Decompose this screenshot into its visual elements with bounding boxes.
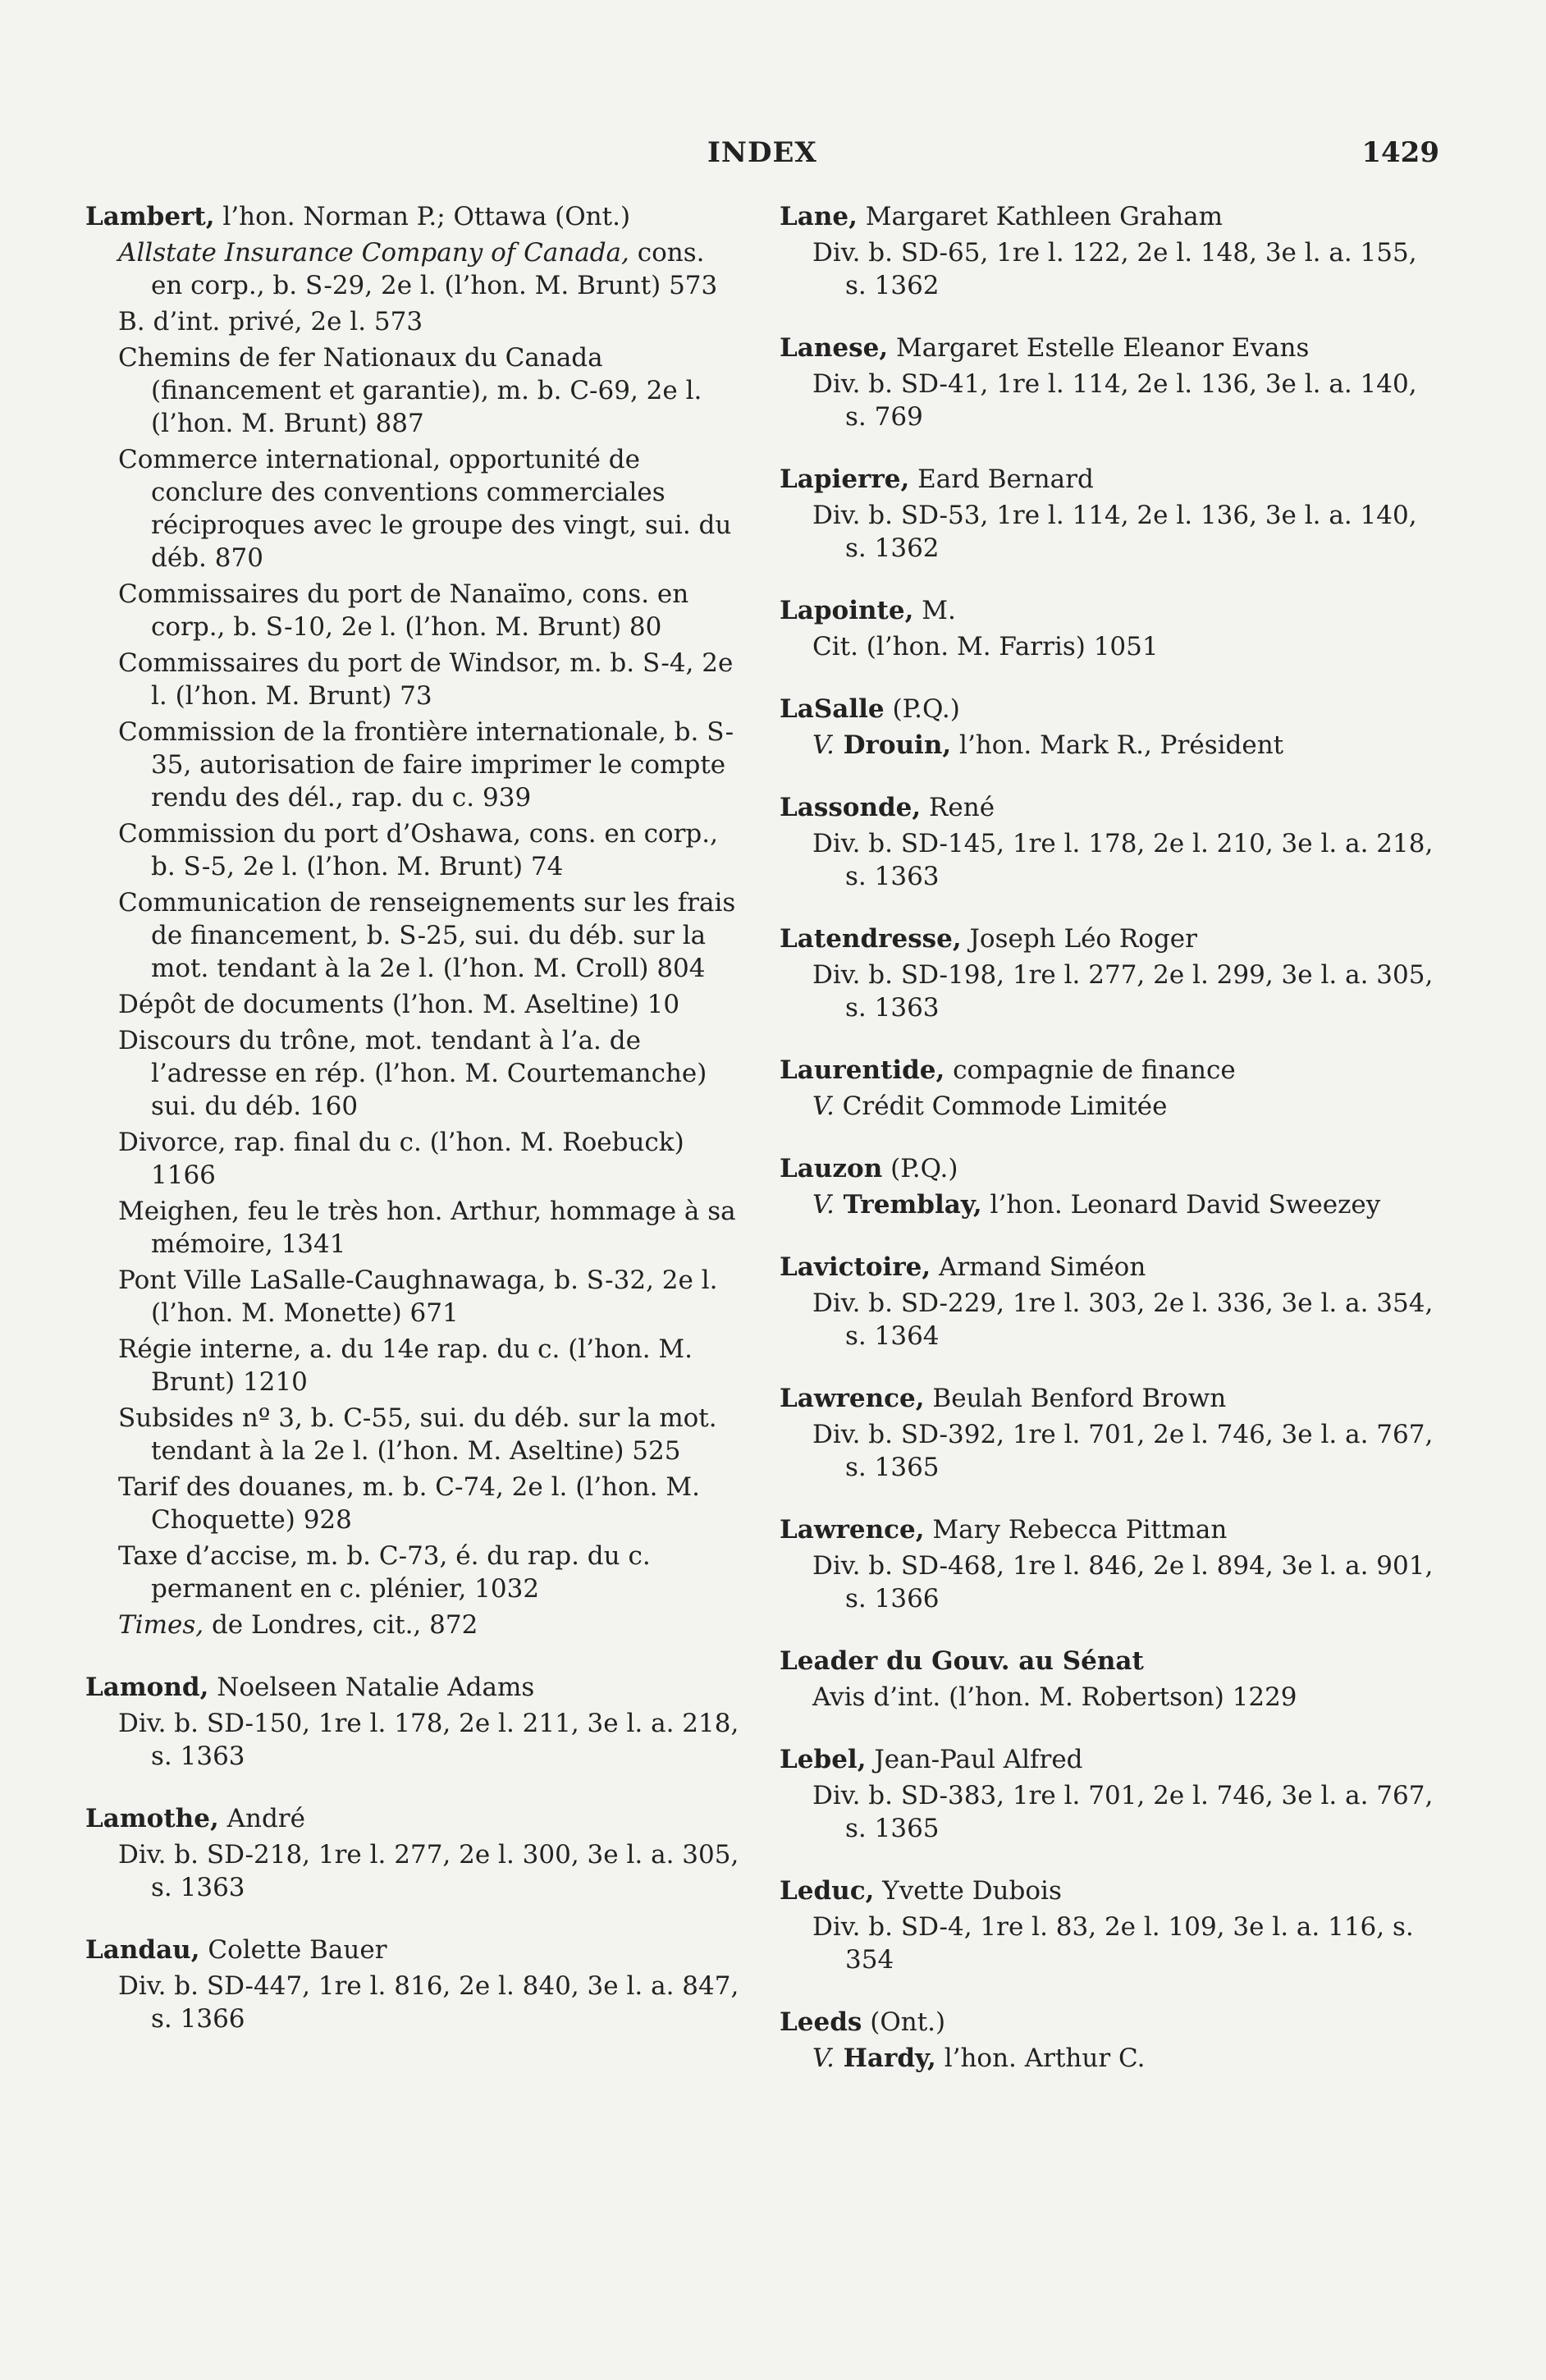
entry-heading-rest: Beulah Benford Brown — [924, 1384, 1227, 1413]
entry-subitem — [85, 647, 742, 712]
subitem-text: Communication de renseignements sur les frais de financement, b. S-25, sui. du déb. sur la mot. tendant à la 2e l. (l’hon. M. Croll) 804 — [118, 888, 736, 983]
subitem-text: Div. b. SD-447, 1re l. 816, 2e l. 840, 3e l. a. 847, s. 1366 — [118, 1971, 739, 2034]
entry-subitem — [85, 1838, 742, 1904]
entry-heading — [780, 693, 1436, 725]
index-entry — [780, 1645, 1436, 1714]
index-entry — [780, 2006, 1436, 2075]
entry-heading-rest: Mary Rebecca Pittman — [924, 1515, 1228, 1545]
subitem-text: Tarif des douanes, m. b. C-74, 2e l. (l’hon. M. Choquette) 928 — [118, 1472, 700, 1535]
entry-heading-rest: Joseph Léo Roger — [961, 924, 1197, 954]
index-entry — [780, 594, 1436, 663]
entry-subitem — [780, 827, 1436, 893]
entry-subitem — [85, 716, 742, 814]
entry-subitem — [780, 630, 1436, 663]
index-entry — [85, 1934, 742, 2035]
subitem-text: Meighen, feu le très hon. Arthur, hommage à sa mémoire, 1341 — [118, 1197, 736, 1259]
entry-name: Lapointe, — [780, 596, 914, 625]
entry-heading-rest: René — [921, 793, 995, 822]
subitem-text: cons. en corp., b. S-29, 2e l. (l’hon. M. Brunt) 573 — [151, 238, 718, 300]
entry-subitem — [85, 988, 742, 1021]
subitem-text: Commissaires du port de Windsor, m. b. S-4, 2e l. (l’hon. M. Brunt) 73 — [118, 648, 734, 711]
entry-heading-rest: Armand Siméon — [931, 1252, 1146, 1282]
index-entry — [780, 1251, 1436, 1352]
index-column-left — [85, 200, 742, 2065]
entry-name: LaSalle — [780, 694, 885, 724]
entry-name: Lawrence, — [780, 1384, 925, 1413]
subitem-text: Commissaires du port de Nanaïmo, cons. en corp., b. S-10, 2e l. (l’hon. M. Brunt) 80 — [118, 579, 689, 642]
subitem-text: Div. b. SD-218, 1re l. 277, 2e l. 300, 3e l. a. 305, s. 1363 — [118, 1840, 739, 1902]
subitem-text: l’hon. Leonard David Sweezey — [981, 1190, 1381, 1220]
entry-subitem — [780, 368, 1436, 433]
entry-heading — [780, 1743, 1436, 1776]
index-column-right — [780, 200, 1436, 2104]
entry-heading — [780, 594, 1436, 627]
italic-title: Times, — [118, 1610, 204, 1640]
entry-heading — [85, 200, 742, 233]
entry-heading-rest: M. — [913, 596, 956, 625]
entry-subitem — [780, 1911, 1436, 1976]
subitem-text: Div. b. SD-150, 1re l. 178, 2e l. 211, 3e l. a. 218, s. 1363 — [118, 1709, 739, 1771]
reference-name: Drouin, — [834, 730, 952, 760]
entry-name: Laurentide, — [780, 1055, 945, 1085]
entry-heading-rest: André — [218, 1804, 305, 1833]
entry-name: Lane, — [780, 202, 858, 231]
entry-name: Lassonde, — [780, 793, 922, 822]
entry-name: Lawrence, — [780, 1515, 925, 1545]
italic-title: Allstate Insurance Company of Canada, — [118, 238, 629, 268]
index-entry — [780, 693, 1436, 762]
entry-name: Landau, — [85, 1935, 200, 1965]
subitem-text: Commission du port d’Oshawa, cons. en corp., b. S-5, 2e l. (l’hon. M. Brunt) 74 — [118, 819, 718, 881]
subitem-text: Commerce international, opportunité de conclure des conventions commerciales réciproques avec le groupe des vingt, sui. du déb. 870 — [118, 445, 732, 573]
entry-heading-rest: (Ont.) — [862, 2007, 946, 2037]
index-entry — [85, 200, 742, 1641]
entry-heading-rest: l’hon. Norman P.; Ottawa (Ont.) — [214, 202, 631, 231]
index-entry — [780, 1874, 1436, 1976]
index-entry — [780, 922, 1436, 1024]
index-entry — [780, 332, 1436, 433]
entry-heading-rest: Eard Bernard — [909, 465, 1094, 494]
entry-subitem — [85, 236, 742, 302]
entry-heading — [85, 1934, 742, 1966]
subitem-text: Régie interne, a. du 14e rap. du c. (l’hon. M. Brunt) 1210 — [118, 1334, 693, 1397]
entry-name: Lebel, — [780, 1745, 867, 1774]
index-entry — [780, 1054, 1436, 1123]
entry-subitem — [85, 1970, 742, 2035]
entry-subitem — [85, 1264, 742, 1330]
see-reference: V. — [812, 2044, 835, 2073]
subitem-text: Div. b. SD-468, 1re l. 846, 2e l. 894, 3e l. a. 901, s. 1366 — [812, 1551, 1434, 1613]
subitem-text: Div. b. SD-198, 1re l. 277, 2e l. 299, 3e l. a. 305, s. 1363 — [812, 960, 1434, 1023]
subitem-text: Div. b. SD-145, 1re l. 178, 2e l. 210, 3e l. a. 218, s. 1363 — [812, 829, 1434, 891]
entry-heading — [85, 1671, 742, 1704]
index-entry — [780, 1743, 1436, 1845]
entry-heading-rest: Colette Bauer — [199, 1935, 387, 1965]
entry-subitem — [85, 1609, 742, 1641]
index-entry — [780, 1513, 1436, 1615]
entry-subitem — [780, 1681, 1436, 1714]
entry-name: Leader du Gouv. au Sénat — [780, 1646, 1144, 1676]
see-reference: V. — [812, 730, 835, 760]
entry-subitem — [780, 1188, 1436, 1221]
entry-heading — [780, 1054, 1436, 1087]
page-header — [0, 136, 1546, 177]
subitem-text: Avis d’int. (l’hon. M. Robertson) 1229 — [812, 1682, 1297, 1712]
entry-heading — [780, 2006, 1436, 2039]
entry-heading-rest: Margaret Kathleen Graham — [857, 202, 1224, 231]
index-entry — [780, 200, 1436, 302]
entry-subitem — [85, 1126, 742, 1192]
entry-subitem — [85, 341, 742, 440]
entry-subitem — [85, 1402, 742, 1467]
entry-heading — [780, 200, 1436, 233]
subitem-text: de Londres, cit., 872 — [204, 1610, 478, 1640]
entry-name: Lapierre, — [780, 465, 910, 494]
index-entry — [780, 1382, 1436, 1484]
entry-name: Lauzon — [780, 1154, 883, 1183]
entry-heading-rest: Yvette Dubois — [874, 1876, 1062, 1906]
subitem-text: Cit. (l’hon. M. Farris) 1051 — [812, 632, 1159, 661]
entry-heading-rest: (P.Q.) — [884, 694, 960, 724]
index-entry — [85, 1671, 742, 1773]
entry-subitem — [85, 305, 742, 338]
page-number: 1429 — [1361, 136, 1439, 169]
entry-subitem — [85, 886, 742, 985]
subitem-text: l’hon. Arthur C. — [935, 2044, 1146, 2073]
subitem-text: B. d’int. privé, 2e l. 573 — [118, 307, 423, 336]
subitem-text: Discours du trône, mot. tendant à l’a. de l’adresse en rép. (l’hon. M. Courtemanche) sui. du déb. 160 — [118, 1026, 707, 1121]
see-reference: V. — [812, 1092, 835, 1121]
subitem-text: l’hon. Mark R., Président — [951, 730, 1284, 760]
entry-name: Lavictoire, — [780, 1252, 931, 1282]
subitem-text: Div. b. SD-383, 1re l. 701, 2e l. 746, 3e l. a. 767, s. 1365 — [812, 1781, 1434, 1843]
entry-subitem — [85, 1707, 742, 1773]
entry-name: Leeds — [780, 2007, 862, 2037]
entry-name: Lamothe, — [85, 1804, 219, 1833]
subitem-text: Div. b. SD-53, 1re l. 114, 2e l. 136, 3e l. a. 140, s. 1362 — [812, 501, 1417, 563]
entry-heading — [780, 1645, 1436, 1677]
subitem-text: Crédit Commode Limitée — [834, 1092, 1168, 1121]
subitem-text: Subsides nº 3, b. C-55, sui. du déb. sur la mot. tendant à la 2e l. (l’hon. M. Aseltine) 525 — [118, 1403, 717, 1466]
entry-subitem — [780, 1418, 1436, 1484]
subitem-text: Div. b. SD-392, 1re l. 701, 2e l. 746, 3e l. a. 767, s. 1365 — [812, 1420, 1434, 1482]
entry-heading — [85, 1802, 742, 1835]
entry-subitem — [85, 1333, 742, 1398]
subitem-text: Divorce, rap. final du c. (l’hon. M. Roebuck) 1166 — [118, 1128, 684, 1190]
entry-subitem — [85, 578, 742, 643]
entry-name: Lamond, — [85, 1673, 209, 1702]
entry-name: Leduc, — [780, 1876, 875, 1906]
entry-heading — [780, 1251, 1436, 1284]
index-entry — [780, 1152, 1436, 1221]
entry-subitem — [780, 1549, 1436, 1615]
entry-subitem — [780, 1090, 1436, 1123]
entry-heading — [780, 922, 1436, 955]
subitem-text: Commission de la frontière internationale, b. S-35, autorisation de faire imprimer le compte rendu des dél., rap. du c. 939 — [118, 717, 734, 812]
subitem-text: Dépôt de documents (l’hon. M. Aseltine) 10 — [118, 990, 680, 1019]
index-entry — [780, 463, 1436, 565]
entry-subitem — [85, 1024, 742, 1123]
entry-subitem — [780, 959, 1436, 1024]
subitem-text: Pont Ville LaSalle-Caughnawaga, b. S-32, 2e l. (l’hon. M. Monette) 671 — [118, 1266, 718, 1328]
entry-name: Lambert, — [85, 202, 215, 231]
entry-heading-rest: compagnie de finance — [945, 1055, 1236, 1085]
entry-heading — [780, 332, 1436, 364]
entry-heading — [780, 463, 1436, 496]
subitem-text: Div. b. SD-65, 1re l. 122, 2e l. 148, 3e l. a. 155, s. 1362 — [812, 238, 1417, 300]
entry-subitem — [780, 236, 1436, 302]
entry-heading — [780, 1382, 1436, 1415]
entry-subitem — [85, 1540, 742, 1605]
subitem-text: Div. b. SD-229, 1re l. 303, 2e l. 336, 3e l. a. 354, s. 1364 — [812, 1288, 1434, 1351]
entry-heading-rest: Jean-Paul Alfred — [866, 1745, 1083, 1774]
entry-subitem — [780, 1287, 1436, 1352]
subitem-text: Div. b. SD-4, 1re l. 83, 2e l. 109, 3e l. a. 116, s. 354 — [812, 1912, 1414, 1975]
entry-subitem — [85, 1195, 742, 1261]
entry-heading-rest: Margaret Estelle Eleanor Evans — [888, 333, 1310, 363]
see-reference: V. — [812, 1190, 835, 1220]
subitem-text: Chemins de fer Nationaux du Canada (financement et garantie), m. b. C-69, 2e l. (l’hon. M. Brunt) 887 — [118, 343, 702, 438]
page-title: INDEX — [707, 136, 817, 169]
entry-heading — [780, 791, 1436, 824]
index-entry — [85, 1802, 742, 1904]
index-entry — [780, 791, 1436, 893]
entry-heading — [780, 1874, 1436, 1907]
entry-name: Lanese, — [780, 333, 889, 363]
entry-heading-rest: Noelseen Natalie Adams — [208, 1673, 535, 1702]
entry-subitem — [780, 729, 1436, 762]
entry-subitem — [85, 443, 742, 574]
entry-subitem — [780, 1779, 1436, 1845]
entry-heading — [780, 1152, 1436, 1185]
entry-heading — [780, 1513, 1436, 1546]
entry-name: Latendresse, — [780, 924, 962, 954]
entry-subitem — [85, 1471, 742, 1536]
entry-subitem — [780, 2042, 1436, 2075]
entry-heading-rest: (P.Q.) — [882, 1154, 958, 1183]
reference-name: Hardy, — [834, 2044, 936, 2073]
entry-subitem — [780, 499, 1436, 565]
subitem-text: Taxe d’accise, m. b. C-73, é. du rap. du c. permanent en c. plénier, 1032 — [118, 1541, 651, 1604]
subitem-text: Div. b. SD-41, 1re l. 114, 2e l. 136, 3e l. a. 140, s. 769 — [812, 369, 1417, 432]
entry-subitem — [85, 817, 742, 883]
reference-name: Tremblay, — [834, 1190, 982, 1220]
